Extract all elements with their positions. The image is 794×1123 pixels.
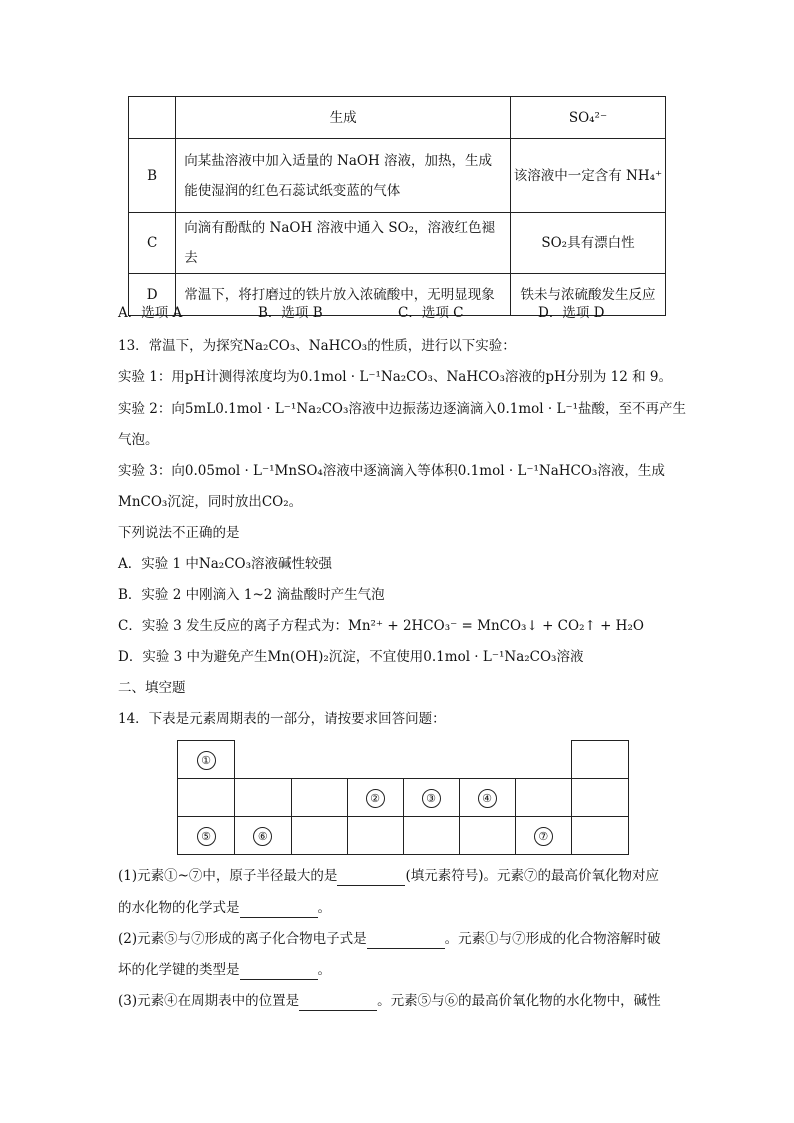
periodic-table-fragment [177,740,629,855]
q14-part1-end: 。 [317,900,331,916]
q14-part1-cont [118,898,331,918]
row-content: 向某盐溶液中加入适量的 NaOH 溶液，加热，生成能使湿润的红色石蕊试纸变蓝的气体 [176,139,511,213]
q14-part2-end: 。 [317,962,331,978]
q14-part2-text2: 。元素①与⑦形成的化合物溶解时破 [444,931,661,947]
marker-1: ① [197,751,216,770]
q14-part1-text: (1)元素①~⑦中，原子半径最大的是 [118,868,338,884]
answer-blank[interactable] [367,934,445,949]
answer-blank[interactable] [299,996,377,1011]
section-heading: 二、填空题 [118,680,186,696]
row-content: 向滴有酚酞的 NaOH 溶液中通入 SO₂，溶液红色褪去 [176,213,511,274]
table-row [129,213,666,274]
q14-part2-text: (2)元素⑤与⑦形成的离子化合物电子式是 [118,931,367,947]
q13-option-d: D．实验 3 中为避免产生Mn(OH)₂沉淀，不宜使用0.1mol · L⁻¹Na₂CO₃溶液 [118,649,584,665]
row-result: SO₂具有漂白性 [510,213,665,274]
q13-option-b: B．实验 2 中刚滴入 1~2 滴盐酸时产生气泡 [118,587,385,603]
q14-part2-cont [118,960,331,980]
q14-part2 [118,929,661,949]
cell [572,741,629,779]
q13-ask: 下列说法不正确的是 [118,525,240,541]
answer-blank[interactable] [240,965,318,980]
table-row [129,97,666,139]
q13-exp3-cont: MnCO₃沉淀，同时放出CO₂。 [118,494,303,510]
table-row [178,779,629,817]
q13-option-c: C．实验 3 发生反应的离子方程式为：Mn²⁺ + 2HCO₃⁻ = MnCO₃↓ + CO₂↑ + H₂O [118,618,644,634]
answer-blank[interactable] [240,903,318,918]
q14-part1-text2: (填元素符号)。元素⑦的最高价氧化物对应 [405,868,659,884]
q14-part3-text2: 。元素⑤与⑥的最高价氧化物的水化物中，碱性 [377,993,661,1009]
choice-a: A．选项 A [118,305,183,321]
row-label: B [129,139,176,213]
experiment-options-table [128,96,666,316]
marker-5: ⑤ [197,827,216,846]
choice-b: B．选项 B [258,305,323,321]
q13-stem: 13．常温下，为探究Na₂CO₃、NaHCO₃的性质，进行以下实验： [118,338,516,354]
q14-part2-text3: 坏的化学键的类型是 [118,962,240,978]
marker-2: ② [366,789,385,808]
marker-4: ④ [478,789,497,808]
table-row [178,817,629,855]
q13-exp3: 实验 3：向0.05mol · L⁻¹MnSO₄溶液中逐滴滴入等体积0.1mol · L⁻¹NaHCO₃溶液，生成 [118,463,665,479]
q14-part1 [118,866,659,886]
q13-option-a: A．实验 1 中Na₂CO₃溶液碱性较强 [118,556,333,572]
choice-c: C．选项 C [398,305,464,321]
q14-stem: 14．下表是元素周期表的一部分，请按要求回答问题： [118,711,446,727]
table-row [178,741,629,779]
q13-exp1: 实验 1：用pH计测得浓度均为0.1mol · L⁻¹Na₂CO₃、NaHCO₃溶液的pH分别为 12 和 9。 [118,369,672,385]
marker-7: ⑦ [534,827,553,846]
marker-3: ③ [422,789,441,808]
q12-choices [118,303,604,323]
choice-d: D．选项 D [538,305,605,321]
q14-part3 [118,991,661,1011]
row-result: SO₄²⁻ [510,97,665,139]
row-label: C [129,213,176,274]
q13-exp2: 实验 2：向5mL0.1mol · L⁻¹Na₂CO₃溶液中边振荡边逐滴滴入0.1mol · L⁻¹盐酸，至不再产生 [118,401,687,417]
row-label: D [129,274,176,316]
q13-exp2-cont: 气泡。 [118,432,159,448]
q14-part1-text3: 的水化物的化学式是 [118,900,240,916]
row-label [129,97,176,139]
row-result: 铁未与浓硫酸发生反应 [510,274,665,316]
row-content: 常温下，将打磨过的铁片放入浓硫酸中，无明显现象 [176,274,511,316]
table-row [129,139,666,213]
row-content: 生成 [176,97,511,139]
marker-6: ⑥ [253,827,272,846]
q14-part3-text: (3)元素④在周期表中的位置是 [118,993,300,1009]
row-result: 该溶液中一定含有 NH₄⁺ [510,139,665,213]
cell [178,741,235,779]
answer-blank[interactable] [337,871,405,886]
